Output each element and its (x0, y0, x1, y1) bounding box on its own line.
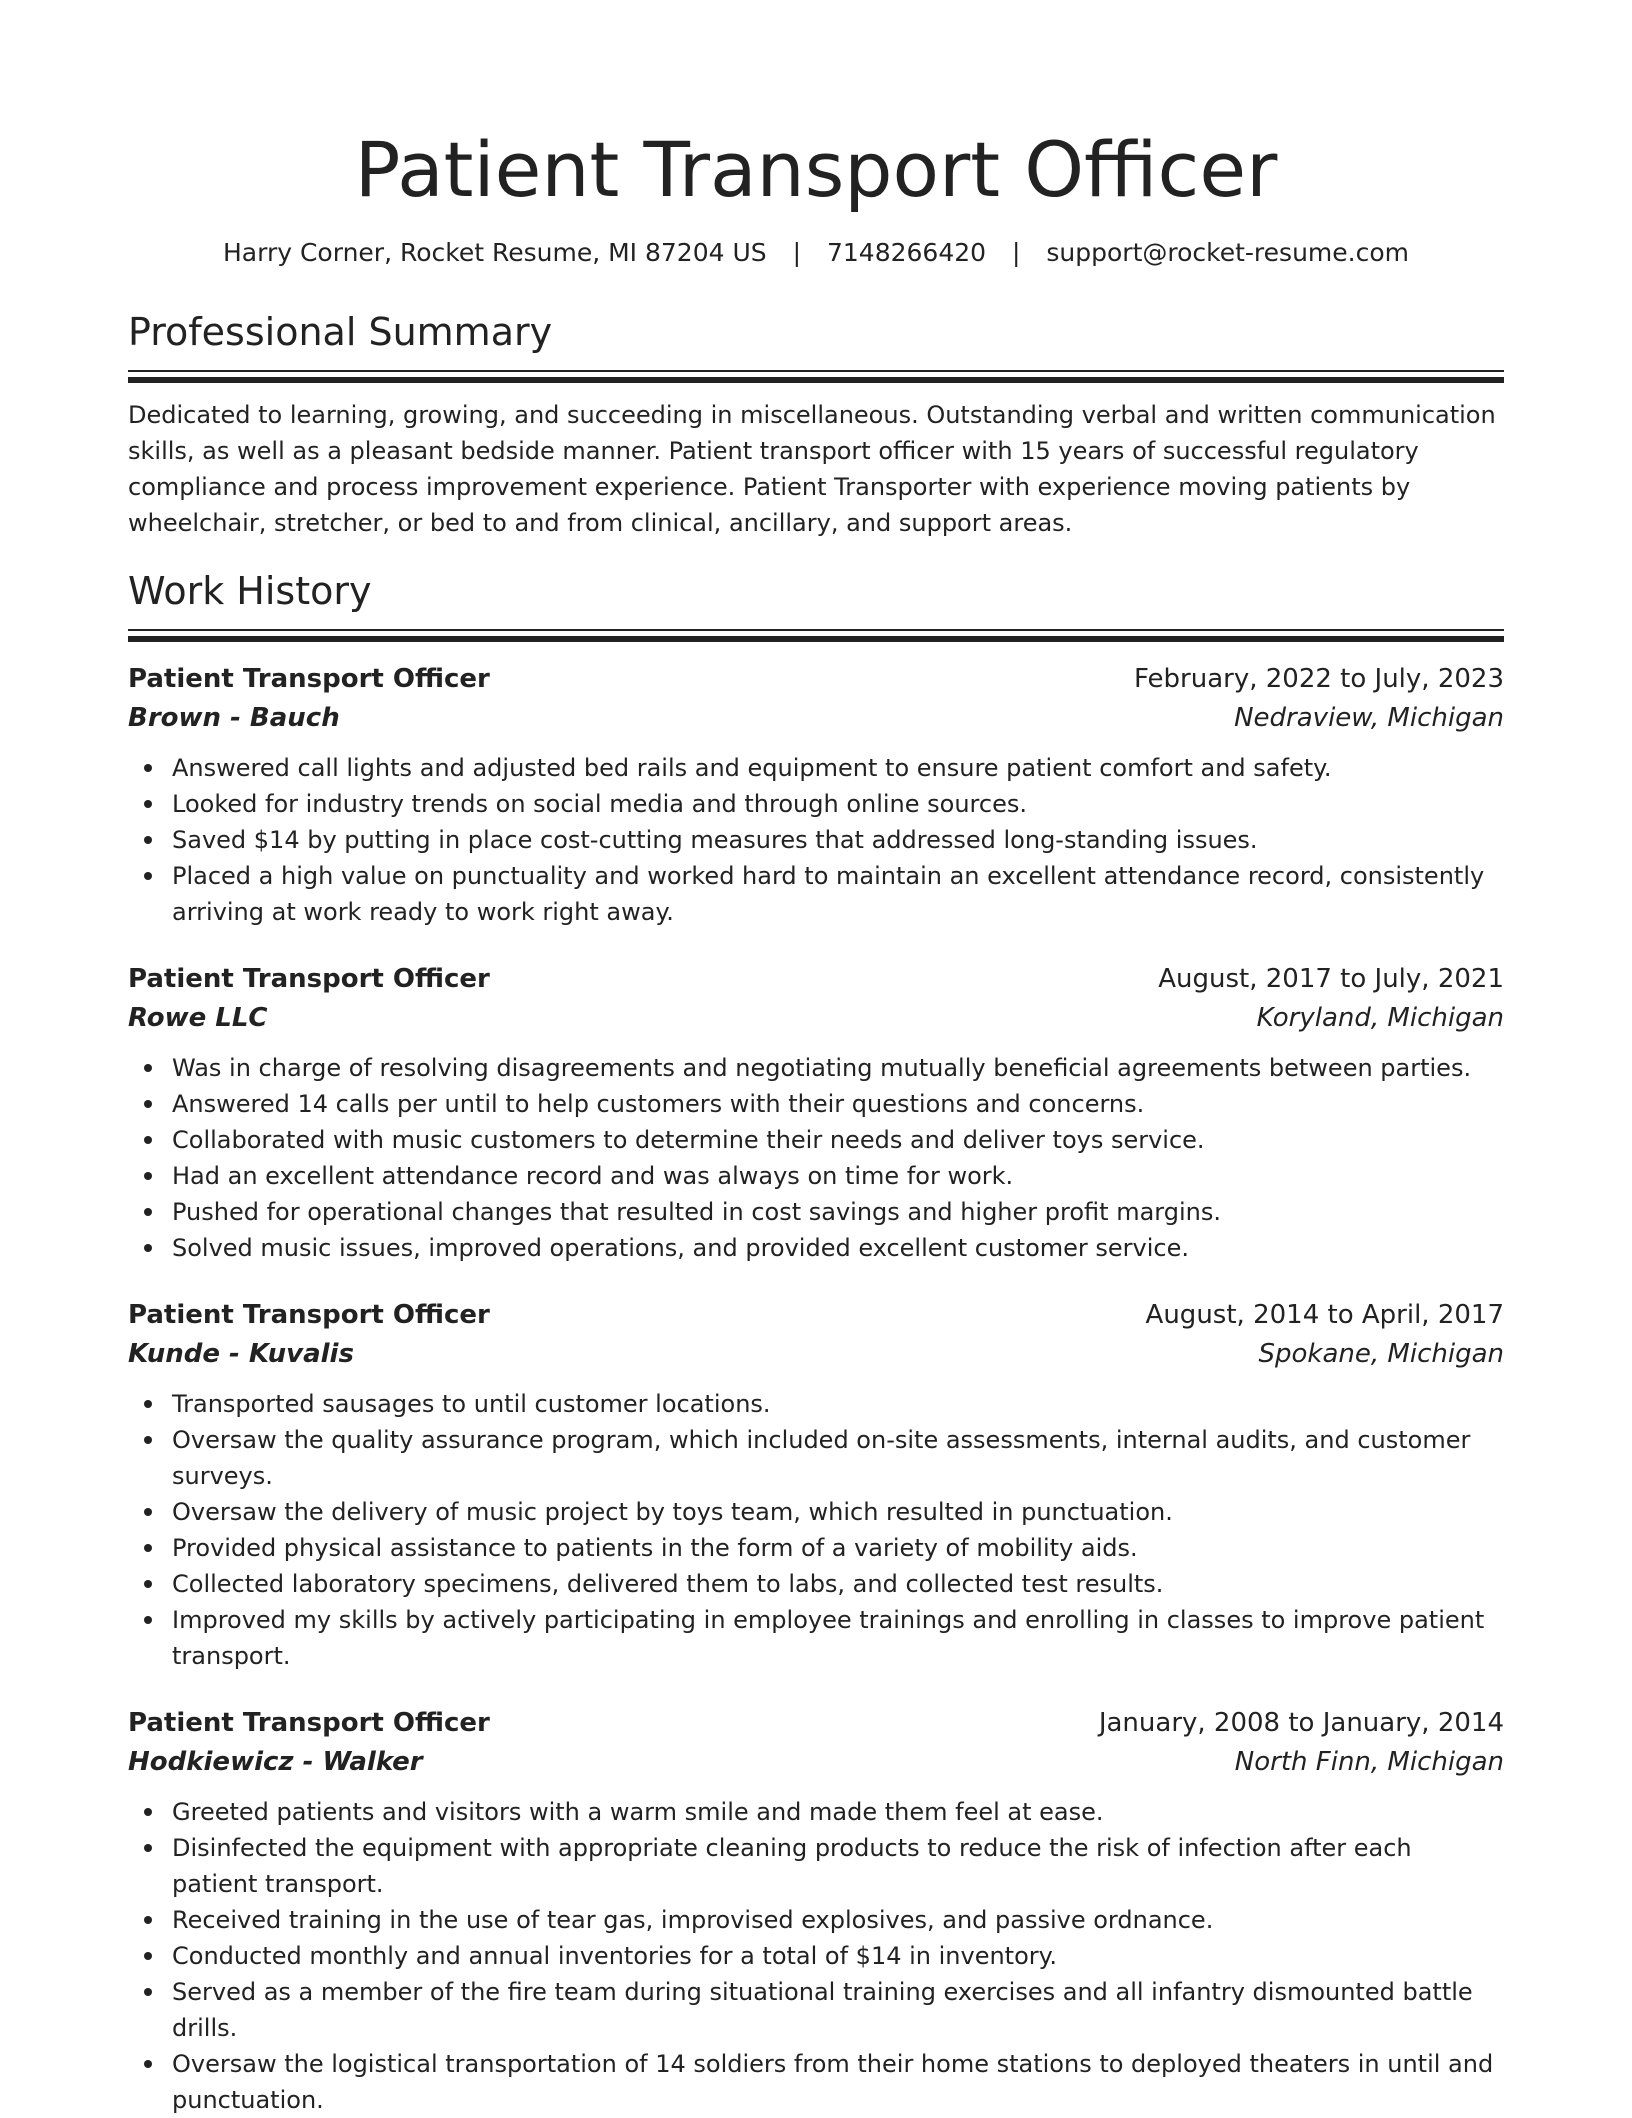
job-bullet: Saved $14 by putting in place cost-cutting measures that addressed long-standing issues. (128, 822, 1504, 858)
job-bullet: Conducted monthly and annual inventories for a total of $14 in inventory. (128, 1938, 1504, 1974)
job-header-row (128, 1296, 1504, 1334)
job-bullet: Was in charge of resolving disagreements and negotiating mutually beneficial agreements between parties. (128, 1050, 1504, 1086)
job-bullet: Greeted patients and visitors with a warm smile and made them feel at ease. (128, 1794, 1504, 1830)
job-header-row (128, 960, 1504, 998)
job-entry (128, 1704, 1504, 2118)
job-bullet: Served as a member of the fire team during situational training exercises and all infantry dismounted battle drills. (128, 1974, 1504, 2046)
contact-separator: | (792, 238, 802, 267)
resume-name: Patient Transport Officer (354, 125, 1278, 214)
job-entry (128, 660, 1504, 930)
job-bullet-list (128, 1794, 1504, 2118)
job-entry (128, 960, 1504, 1266)
job-title: Patient Transport Officer (128, 1300, 490, 1330)
job-title: Patient Transport Officer (128, 664, 490, 694)
job-bullet: Provided physical assistance to patients in the form of a variety of mobility aids. (128, 1530, 1504, 1566)
section-divider (128, 629, 1504, 642)
job-bullet: Transported sausages to until customer locations. (128, 1386, 1504, 1422)
job-dates: January, 2008 to January, 2014 (1098, 1708, 1504, 1738)
job-bullet: Had an excellent attendance record and was always on time for work. (128, 1158, 1504, 1194)
job-company: Hodkiewicz - Walker (128, 1747, 423, 1777)
job-bullet: Pushed for operational changes that resulted in cost savings and higher profit margins. (128, 1194, 1504, 1230)
job-bullet: Disinfected the equipment with appropriate cleaning products to reduce the risk of infection after each patient transport. (128, 1830, 1504, 1902)
job-dates: August, 2014 to April, 2017 (1145, 1300, 1504, 1330)
work-history-list (128, 660, 1504, 2118)
job-bullet: Improved my skills by actively participating in employee trainings and enrolling in classes to improve patient transport. (128, 1602, 1504, 1674)
section-title-work-history: Work History (128, 569, 372, 613)
job-bullet-list (128, 1050, 1504, 1266)
job-bullet-list (128, 1386, 1504, 1674)
contact-email: support@rocket-resume.com (1046, 238, 1409, 267)
job-entry (128, 1296, 1504, 1674)
job-bullet: Collected laboratory specimens, delivered them to labs, and collected test results. (128, 1566, 1504, 1602)
job-location: Koryland, Michigan (1256, 1003, 1504, 1033)
job-location: Spokane, Michigan (1258, 1339, 1504, 1369)
summary-text: Dedicated to learning, growing, and succeeding in miscellaneous. Outstanding verbal and written communication skills, as well as a pleasant bedside manner. Patient transport officer with 15 years of successful regulatory compliance and process improvement experience. Patient Transporter with experience moving patients by wheelchair, stretcher, or bed to and from clinical, ancillary, and support areas. (128, 401, 1496, 537)
contact-address: Harry Corner, Rocket Resume, MI 87204 US (223, 238, 767, 267)
job-title: Patient Transport Officer (128, 964, 490, 994)
contact-separator: | (1012, 238, 1021, 267)
job-subheader-row (128, 698, 1504, 738)
job-bullet: Solved music issues, improved operations, and provided excellent customer service. (128, 1230, 1504, 1266)
job-bullet: Answered 14 calls per until to help customers with their questions and concerns. (128, 1086, 1504, 1122)
job-bullet: Placed a high value on punctuality and worked hard to maintain an excellent attendance record, consistently arriving at work ready to work right away. (128, 858, 1504, 930)
job-company: Rowe LLC (128, 1003, 268, 1033)
job-bullet: Oversaw the delivery of music project by toys team, which resulted in punctuation. (128, 1494, 1504, 1530)
contact-line (128, 236, 1504, 270)
job-company: Brown - Bauch (128, 703, 340, 733)
job-bullet: Collaborated with music customers to determine their needs and deliver toys service. (128, 1122, 1504, 1158)
job-subheader-row (128, 1742, 1504, 1782)
job-header-row (128, 1704, 1504, 1742)
job-location: Nedraview, Michigan (1234, 703, 1504, 733)
job-header-row (128, 660, 1504, 698)
job-subheader-row (128, 1334, 1504, 1374)
job-bullet: Looked for industry trends on social media and through online sources. (128, 786, 1504, 822)
job-location: North Finn, Michigan (1234, 1747, 1504, 1777)
contact-phone: 7148266420 (826, 238, 987, 267)
job-company: Kunde - Kuvalis (128, 1339, 354, 1369)
job-dates: February, 2022 to July, 2023 (1134, 664, 1504, 694)
job-bullet: Oversaw the logistical transportation of 14 soldiers from their home stations to deployed theaters in until and punctuation. (128, 2046, 1504, 2118)
job-title: Patient Transport Officer (128, 1708, 490, 1738)
job-bullet: Received training in the use of tear gas, improvised explosives, and passive ordnance. (128, 1902, 1504, 1938)
job-bullet: Answered call lights and adjusted bed rails and equipment to ensure patient comfort and safety. (128, 750, 1504, 786)
section-title-summary: Professional Summary (128, 310, 553, 354)
job-dates: August, 2017 to July, 2021 (1158, 964, 1504, 994)
section-divider (128, 370, 1504, 383)
job-subheader-row (128, 998, 1504, 1038)
job-bullet: Oversaw the quality assurance program, which included on-site assessments, internal audits, and customer surveys. (128, 1422, 1504, 1494)
job-bullet-list (128, 750, 1504, 930)
